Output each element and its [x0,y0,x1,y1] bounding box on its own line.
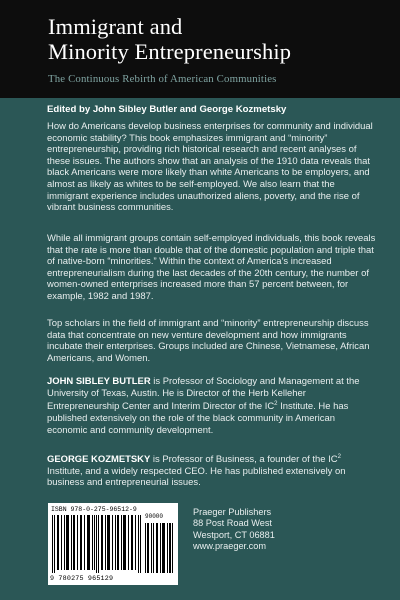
superscript-2: 2 [274,401,278,408]
description-paragraph-1: How do Americans develop business enterprises for community and individual economic stability? This book emphasizes immigrant and “minority” entrepreneurship, providing rich historical research and recent analyses of these issues. The authors show that an analysis of the 1910 data reveals that black Americans were more likely than white Americans to be employers, and almost as likely as whites to be self-employed. We also learn that the immigrant experience includes unauthorized aliens, poverty, and the rise of vibrant business communities. [47,121,373,214]
barcode [48,503,178,585]
editors-line: Edited by John Sibley Butler and George Kozmetsky [47,104,287,115]
title-banner [0,0,400,98]
book-subtitle: The Continuous Rebirth of American Communities [48,73,277,85]
publisher-name: Praeger Publishers [193,507,272,517]
publisher-website: www.praeger.com [193,540,267,551]
author-bio-kozmetsky [47,452,377,489]
superscript-2: 2 [337,454,341,460]
title-line-1: Immigrant and [48,14,183,39]
barcode-number: 9 780275 965129 [50,575,114,583]
description-paragraph-3: Top scholars in the field of immigrant and “minority” entrepreneurship discuss data that concentrate on new venture development and how immigrants incubate their enterprises. Groups included are Chinese, Vietnamese, African Americans, and Women. [47,318,370,364]
publisher-address-line-1: 88 Post Road West [193,518,272,529]
publisher-address-line-2: Westport, CT 06881 [193,529,275,540]
author-bio-butler [47,376,377,436]
bio-text-kozmetsky-2: Institute, and a widely respected CEO. He has published extensively on business and entrepreneurial issues. [47,465,346,489]
title-line-2: Minority Entrepreneurship [48,39,292,64]
isbn-label: ISBN 978-0-275-96512-9 [51,506,137,513]
publisher-info [193,507,313,552]
barcode-bars [52,515,174,575]
bio-text-kozmetsky-1: is Professor of Business, a founder of the IC [150,454,338,466]
book-title [48,14,388,64]
author-name-kozmetsky: GEORGE KOZMETSKY [47,454,151,466]
barcode-addon-number: 90000 [145,513,164,520]
author-name-butler: JOHN SIBLEY BUTLER [47,376,151,387]
bio-text-butler-1: is Professor of Sociology and Management at the University of Texas, Austin. He is Director of the Herb Kelleher Entrepreneurship Center and Interim Director of the IC [47,376,360,413]
description-paragraph-2: While all immigrant groups contain self-employed individuals, this book reveals that the rate is more than double that of the domestic population and triple that of native-born “minorities.” Within the context of America’s increased entrepreneurialism during the last decades of the 20th century, the number of women-owned enterprises increased more than 57 percent between, for example, 1982 and 1987. [47,233,376,302]
bio-text-butler-2: Institute. He has published extensively on the role of the black community in American economic and community development. [47,401,349,436]
